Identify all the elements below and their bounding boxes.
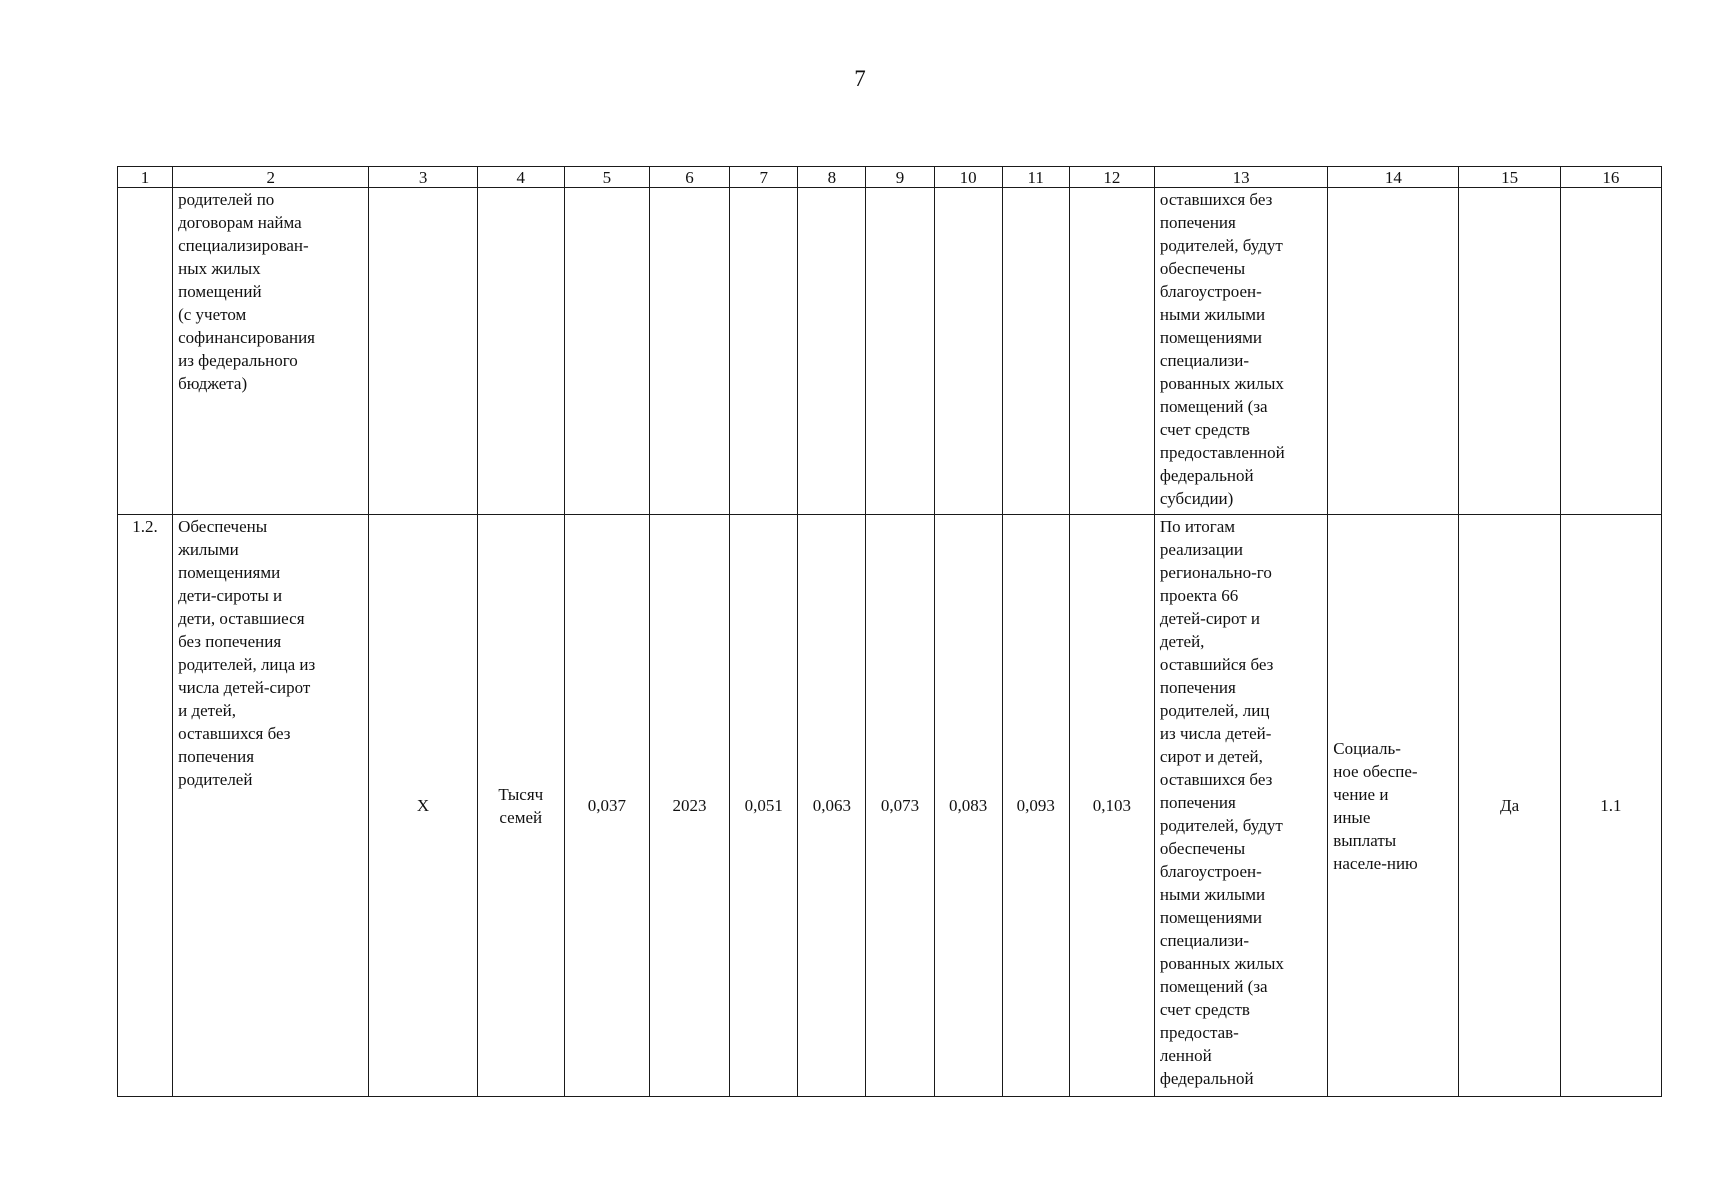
- type-cell: Социаль- ное обеспе- чение и иные выплаты населе-нию: [1328, 515, 1459, 1097]
- base-value-cell: 0,037: [564, 515, 649, 1097]
- value-cell: 0,093: [1002, 515, 1069, 1097]
- page-number: 7: [854, 66, 866, 91]
- header-cell: 10: [934, 167, 1002, 188]
- cell-empty: [1002, 188, 1069, 515]
- cell-empty: [730, 188, 798, 515]
- cell-empty: [866, 188, 934, 515]
- header-cell: 15: [1459, 167, 1560, 188]
- header-cell: 5: [564, 167, 649, 188]
- header-cell: 11: [1002, 167, 1069, 188]
- header-cell: 16: [1560, 167, 1661, 188]
- header-cell: 3: [369, 167, 477, 188]
- value-cell: 0,103: [1069, 515, 1154, 1097]
- header-cell: 1: [118, 167, 173, 188]
- indicator-text: Обеспечены жилыми помещениями дети-сироты и дети, оставшиеся без попечения родителей, лица из числа детей-сирот и детей, оставшихся без попечения родителей: [173, 515, 369, 1097]
- table-row-1-2: [118, 515, 1662, 1097]
- cell-empty: [1328, 188, 1459, 515]
- cell-empty: [1069, 188, 1154, 515]
- flag-cell: Да: [1459, 515, 1560, 1097]
- cell-col3: X: [369, 515, 477, 1097]
- cell-empty: [934, 188, 1002, 515]
- cell-empty: [118, 188, 173, 515]
- header-cell: 13: [1154, 167, 1327, 188]
- header-cell: 8: [798, 167, 866, 188]
- unit-cell: Тысяч семей: [477, 515, 564, 1097]
- result-text-continued: оставшихся без попечения родителей, будут обеспечены благоустроен- ными жилыми помещениями специализи- рованных жилых помещений (за счет средств предоставленной федеральной субсидии): [1154, 188, 1327, 515]
- header-cell: 9: [866, 167, 934, 188]
- row-number: 1.2.: [118, 515, 173, 1097]
- value-cell: 0,063: [798, 515, 866, 1097]
- base-year-cell: 2023: [649, 515, 729, 1097]
- header-cell: 2: [173, 167, 369, 188]
- result-text: По итогам реализации регионально-го проекта 66 детей-сирот и детей, оставшийся без попечения родителей, лиц из числа детей- сирот и детей, оставшихся без попечения родителей, будут обеспечены благоустроен- ными жилыми помещениями специализи- рованных жилых помещений (за счет средств предостав- ленной федеральной: [1154, 515, 1327, 1097]
- header-cell: 12: [1069, 167, 1154, 188]
- cell-empty: [564, 188, 649, 515]
- table-row-continued: [118, 188, 1662, 515]
- ref-cell: 1.1: [1560, 515, 1661, 1097]
- cell-empty: [798, 188, 866, 515]
- table-header-row: [118, 167, 1662, 188]
- cell-empty: [477, 188, 564, 515]
- header-cell: 14: [1328, 167, 1459, 188]
- cell-empty: [649, 188, 729, 515]
- value-cell: 0,083: [934, 515, 1002, 1097]
- header-cell: 7: [730, 167, 798, 188]
- cell-empty: [1560, 188, 1661, 515]
- indicators-table: [117, 166, 1662, 1097]
- value-cell: 0,073: [866, 515, 934, 1097]
- cell-empty: [369, 188, 477, 515]
- indicator-text-continued: родителей по договорам найма специализирован- ных жилых помещений (с учетом софинансирования из федерального бюджета): [173, 188, 369, 515]
- header-cell: 6: [649, 167, 729, 188]
- cell-empty: [1459, 188, 1560, 515]
- header-cell: 4: [477, 167, 564, 188]
- value-cell: 0,051: [730, 515, 798, 1097]
